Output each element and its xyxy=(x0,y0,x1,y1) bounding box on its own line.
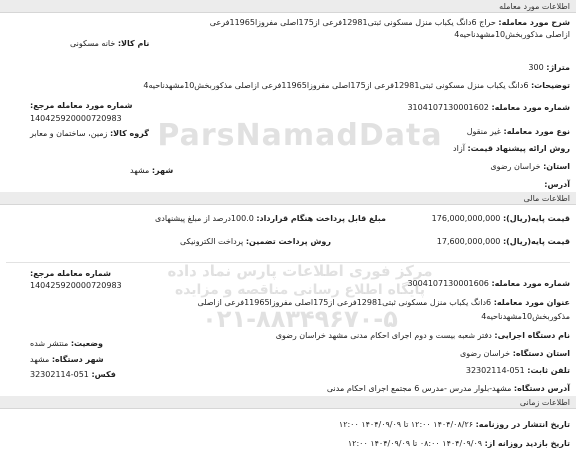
watermark-line-1: مرکز فوری اطلاعات پارس نماد داده xyxy=(167,262,433,280)
explanation-value: 6دانگ یکباب منزل مسکونی ثبتی12981فرعی از175اصلی مفروزا11965فرعی ازاصلی مذکوربخش10مشهدناحیه4 xyxy=(143,81,529,90)
area xyxy=(528,62,570,73)
deposit-method-label: روش پرداخت تضمین: xyxy=(245,237,331,246)
area-value: 300 xyxy=(528,63,544,72)
deposit-label: قیمت پایه(ریال): xyxy=(502,237,570,246)
city xyxy=(130,165,173,176)
base-price-label: قیمت پایه(ریال): xyxy=(502,214,570,223)
item-name-value: خانه مسکونی xyxy=(70,39,116,48)
fax xyxy=(30,369,116,380)
deal-description-cont: ازاصلی مذکوربخش10مشهدناحیه4 xyxy=(454,30,570,39)
deal2-number-value: 3004107130001606 xyxy=(407,279,489,288)
ref-deal-number-label: شماره معامله مرجع: xyxy=(30,269,112,278)
group-value: زمین، ساختمان و معابر xyxy=(30,129,108,138)
publish-date xyxy=(339,419,570,430)
org-province-value: خراسان رضوی xyxy=(459,349,511,358)
org-address-value: مشهد-بلوار مدرس -مدرس 6 مجتمع اجرای احکام مدنی xyxy=(326,384,512,393)
org-city-label: شهر دستگاه: xyxy=(51,355,104,364)
org-city xyxy=(30,354,104,365)
deposit xyxy=(437,236,570,247)
explanation xyxy=(143,80,570,91)
divider xyxy=(6,262,570,263)
deal2-title-value: 6دانگ یکباب منزل مسکونی ثبتی12981فرعی از175اصلی مفروزا11965فرعی ازاصلی xyxy=(197,298,492,307)
deal-type-value: غیر منقول xyxy=(466,127,501,136)
org-province-label: استان دستگاه: xyxy=(512,349,570,358)
deal-number-label: شماره مورد معامله: xyxy=(491,103,570,112)
status-label: وضعیت: xyxy=(70,339,104,348)
deal2-title-label: عنوان مورد معامله: xyxy=(493,298,570,307)
visit-date-label: تاریخ بازدید روزانه از: xyxy=(484,439,570,448)
visit-date-value: ۱۴۰۴/۰۹/۰۹ ۰۸:۰۰ تا ۱۴۰۴/۰۹/۰۹ ۱۲:۰۰ xyxy=(347,439,483,448)
payable-amount-label: مبلغ قابل پرداخت هنگام قرارداد: xyxy=(256,214,386,223)
payable-amount-value: 100.0درصد از مبلغ پیشنهادی xyxy=(155,214,254,223)
deal2-number-label: شماره مورد معامله: xyxy=(491,279,570,288)
item-name xyxy=(70,38,149,49)
org-address-label: آدرس دستگاه: xyxy=(513,384,570,393)
deal-type-label: نوع مورد معامله: xyxy=(503,127,570,136)
publish-date-label: تاریخ انتشار در روزنامه: xyxy=(475,420,570,429)
deal2-number xyxy=(407,278,570,289)
address xyxy=(544,179,570,190)
org-address xyxy=(327,383,570,394)
deal2-title xyxy=(197,297,570,308)
bid-method xyxy=(453,143,570,154)
fax-label: فکس: xyxy=(91,370,116,379)
status xyxy=(30,338,103,349)
city-label: شهر: xyxy=(151,166,174,175)
city-value: مشهد xyxy=(130,166,150,175)
bid-method-label: روش ارائه پیشنهاد قیمت: xyxy=(467,144,570,153)
publish-date-value: ۱۴۰۴/۰۸/۲۶ ۱۲:۰۰ تا ۱۴۰۴/۰۹/۰۹ ۱۲:۰۰ xyxy=(338,420,474,429)
ref-number-value: 140425920000720983 xyxy=(30,114,122,123)
deposit-value: 17,600,000,000 xyxy=(436,237,501,246)
section-header-financial: اطلاعات مالی xyxy=(0,192,576,205)
org-province xyxy=(460,348,570,359)
phone-label: تلفن ثابت: xyxy=(527,366,570,375)
phone-value: 051-32302114 xyxy=(465,366,525,375)
payable-amount xyxy=(155,213,386,224)
ref-deal-number-value: 140425920000720983 xyxy=(30,281,122,290)
bid-method-value: آزاد xyxy=(453,144,465,153)
exec-org-label: نام دستگاه اجرایی: xyxy=(494,331,570,340)
visit-date xyxy=(348,438,570,449)
base-price-value: 176,000,000,000 xyxy=(431,214,501,223)
deal-description-value: حراج 6دانگ یکباب منزل مسکونی ثبتی12981فرعی از175اصلی مفروزا11965فرعی xyxy=(209,18,496,27)
province-label: استان: xyxy=(543,162,570,171)
deal-number-value: 3104107130001602 xyxy=(407,103,489,112)
area-label: متراژ: xyxy=(546,63,570,72)
deal2-title-cont: مذکوربخش10مشهدناحیه4 xyxy=(481,312,570,321)
section-header-deal-info: اطلاعات مورد معامله xyxy=(0,0,576,13)
status-value: منتشر شده xyxy=(30,339,69,348)
watermark-phone: ۰۲۱-۸۸۳۴۹۶۷۰-۵ xyxy=(202,305,398,333)
org-city-value: مشهد xyxy=(30,355,50,364)
base-price xyxy=(432,213,570,224)
deal-type xyxy=(467,126,570,137)
exec-org xyxy=(276,330,570,341)
deal-description xyxy=(210,17,570,28)
deposit-method-value: پرداخت الکترونیکی xyxy=(180,237,244,246)
watermark-line-2: پایگاه اطلاع رسانی مناقصه و مزایده xyxy=(174,282,426,298)
province xyxy=(490,161,570,172)
province-value: خراسان رضوی xyxy=(490,162,541,171)
watermark-site: ParsNamadData xyxy=(157,118,443,153)
item-name-label: نام کالا: xyxy=(117,39,150,48)
explanation-label: توضیحات: xyxy=(530,81,570,90)
fax-value: 051-32302114 xyxy=(30,370,89,379)
deal-number xyxy=(407,102,570,113)
address-label: آدرس: xyxy=(544,180,570,189)
group-label: گروه کالا: xyxy=(109,129,149,138)
exec-org-value: دفتر شعبه بیست و دوم اجرای احکام مدنی مشهد خراسان رضوی xyxy=(275,331,492,340)
section-header-time: اطلاعات زمانی xyxy=(0,396,576,409)
ref-number-label: شماره مورد معامله مرجع: xyxy=(30,101,133,110)
group xyxy=(30,128,149,139)
phone xyxy=(466,365,570,376)
deposit-method xyxy=(180,236,331,247)
deal-description-label: شرح مورد معامله: xyxy=(498,18,570,27)
